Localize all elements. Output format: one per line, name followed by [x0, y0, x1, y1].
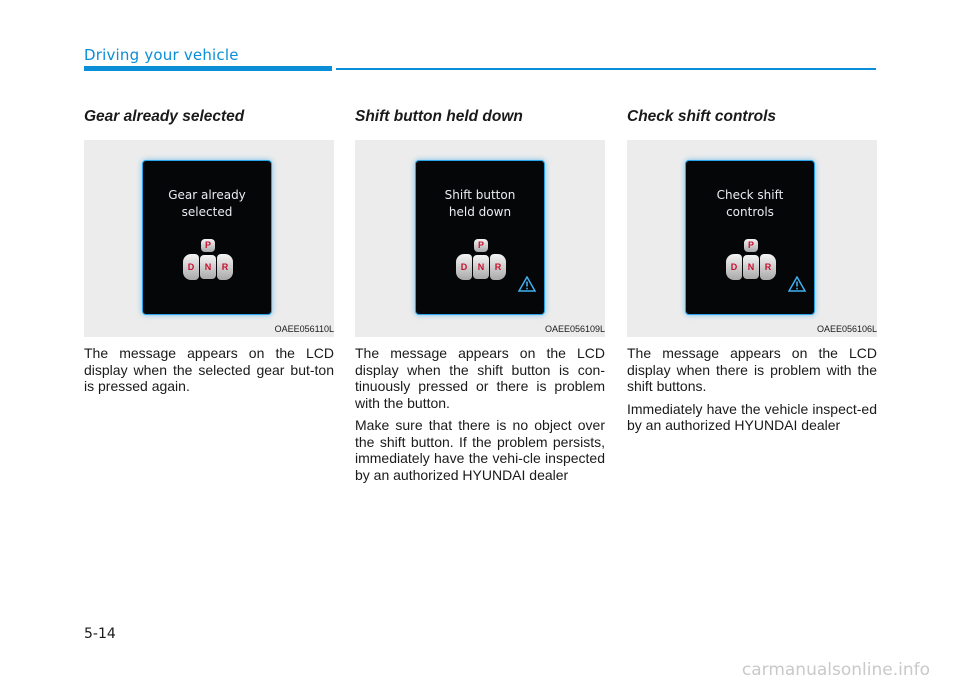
column-heading: Shift button held down [355, 108, 523, 125]
lcd-message-text: Gear already selected [168, 188, 246, 219]
lcd-message-text: Shift button held down [444, 188, 516, 219]
gear-key-p: P [744, 239, 758, 252]
body-paragraph: The message appears on the LCD display when the shift button is con-tinuously pressed or there is problem with the button. [355, 345, 605, 411]
header-rule-thin [336, 68, 876, 70]
figure-lcd-message [355, 140, 605, 337]
shift-buttons-graphic [170, 239, 246, 287]
column-body [627, 345, 877, 434]
lcd-screen [415, 160, 545, 315]
site-watermark: carmanualsonline.info [741, 660, 930, 680]
column-gear-already-selected [84, 108, 334, 395]
gear-key-r: R [760, 254, 776, 280]
gear-key-d: D [726, 254, 742, 280]
body-paragraph: The message appears on the LCD display when there is problem with the shift buttons. [627, 345, 877, 394]
warning-triangle-icon [788, 276, 806, 292]
gear-key-p: P [474, 239, 488, 252]
lcd-screen [142, 160, 272, 315]
figure-code: OAEE056109L [544, 324, 605, 334]
column-body [355, 345, 605, 483]
page-number: 5-14 [84, 626, 116, 642]
column-check-shift-controls [627, 108, 877, 434]
shift-buttons-graphic [713, 239, 789, 287]
figure-code: OAEE056106L [816, 324, 877, 334]
figure-lcd-message [627, 140, 877, 337]
gear-key-r: R [217, 254, 233, 280]
gear-key-n: N [473, 255, 489, 279]
gear-key-n: N [200, 255, 216, 279]
column-body [84, 345, 334, 395]
gear-key-r: R [490, 254, 506, 280]
body-paragraph: Make sure that there is no object over the shift button. If the problem persists, immediately have the vehi-cle inspected by an authorized HYUNDAI dealer [355, 417, 605, 483]
column-shift-button-held-down [355, 108, 605, 483]
section-title: Driving your vehicle [84, 46, 239, 64]
gear-key-n: N [743, 255, 759, 279]
shift-buttons-graphic [443, 239, 519, 287]
figure-code: OAEE056110L [274, 324, 334, 334]
gear-key-d: D [456, 254, 472, 280]
figure-lcd-message [84, 140, 334, 337]
body-paragraph: The message appears on the LCD display when the selected gear but-ton is pressed again. [84, 345, 334, 394]
header-rule-thick [84, 66, 332, 71]
column-heading: Gear already selected [84, 108, 245, 125]
lcd-message-text: Check shift controls [716, 188, 784, 219]
gear-key-d: D [183, 254, 199, 280]
gear-key-p: P [201, 239, 215, 252]
body-paragraph: Immediately have the vehicle inspect-ed by an authorized HYUNDAI dealer [627, 400, 877, 433]
warning-triangle-icon [518, 276, 536, 292]
column-heading: Check shift controls [627, 108, 776, 125]
lcd-screen [685, 160, 815, 315]
